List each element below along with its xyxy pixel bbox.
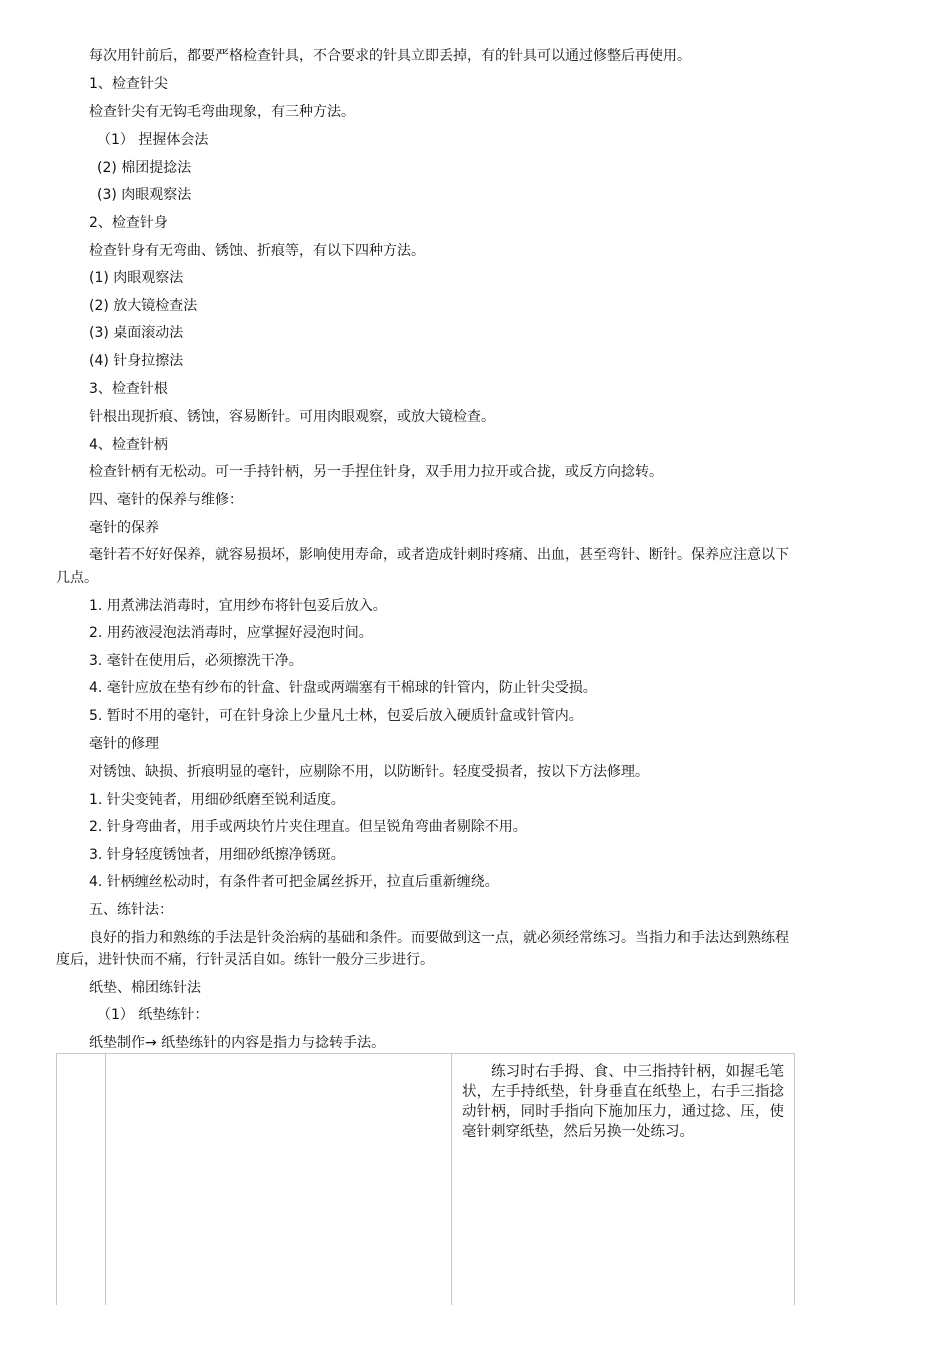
- section-heading: 3、检查针根: [89, 381, 168, 397]
- list-item: (1) 肉眼观察法: [89, 270, 184, 286]
- section-heading: 1、检查针尖: [89, 76, 168, 92]
- paragraph-continuation: 度后，进针快而不痛，行针灵活自如。练针一般分三步进行。: [56, 952, 434, 968]
- list-item: (3) 肉眼观察法: [97, 187, 192, 203]
- section-heading: 2、检查针身: [89, 215, 168, 231]
- list-item: （1） 捏握体会法: [97, 132, 209, 148]
- paragraph: 检查针尖有无钩毛弯曲现象，有三种方法。: [89, 104, 355, 120]
- section-heading: 4、检查针柄: [89, 437, 168, 453]
- table-column-divider: [105, 1054, 106, 1305]
- subsection-heading: 纸垫、棉团练针法: [89, 980, 201, 996]
- subsection-heading: 毫针的修理: [89, 736, 159, 752]
- subsection-heading: 毫针的保养: [89, 520, 159, 536]
- table-cell-text: 练习时右手拇、食、中三指持针柄，如握毛笔状，左手持纸垫，针身垂直在纸垫上，右手三指捻动针柄，同时手指向下施加压力，通过捻、压，使毫针刺穿纸垫，然后另换一处练习。: [462, 1064, 784, 1140]
- list-item: (2) 棉团提捻法: [97, 160, 192, 176]
- list-item: (2) 放大镜检查法: [89, 298, 198, 314]
- list-item: 1. 针尖变钝者，用细砂纸磨至锐利适度。: [89, 792, 345, 808]
- table-column-divider: [451, 1054, 452, 1305]
- paragraph: 良好的指力和熟练的手法是针灸治病的基础和条件。而要做到这一点，就必须经常练习。当指力和手法达到熟练程: [89, 930, 789, 946]
- list-item: 4. 针柄缠丝松动时，有条件者可把金属丝拆开，拉直后重新缠绕。: [89, 874, 499, 890]
- paragraph: 毫针若不好好保养，就容易损坏，影响使用寿命，或者造成针刺时疼痛、出血，甚至弯针、断针。保养应注意以下: [89, 547, 789, 563]
- list-item: 3. 针身轻度锈蚀者，用细砂纸擦净锈斑。: [89, 847, 345, 863]
- list-item: 4. 毫针应放在垫有纱布的针盒、针盘或两端塞有干棉球的针管内，防止针尖受损。: [89, 680, 597, 696]
- list-item: 5. 暂时不用的毫针，可在针身涂上少量凡士林，包妥后放入硬质针盒或针管内。: [89, 708, 583, 724]
- intro-paragraph: 每次用针前后，都要严格检查针具，不合要求的针具立即丢掉，有的针具可以通过修整后再使用。: [89, 48, 691, 64]
- paragraph-continuation: 几点。: [56, 570, 98, 586]
- paragraph: 检查针身有无弯曲、锈蚀、折痕等，有以下四种方法。: [89, 243, 425, 259]
- list-item: （1） 纸垫练针：: [97, 1007, 209, 1023]
- list-item: 1. 用煮沸法消毒时，宜用纱布将针包妥后放入。: [89, 598, 387, 614]
- list-item: 3. 毫针在使用后，必须擦洗干净。: [89, 653, 303, 669]
- list-item: (3) 桌面滚动法: [89, 325, 184, 341]
- list-item: 2. 针身弯曲者，用手或两块竹片夹住理直。但呈锐角弯曲者剔除不用。: [89, 819, 527, 835]
- chapter-heading: 五、练针法：: [89, 902, 173, 918]
- list-item: (4) 针身拉擦法: [89, 353, 184, 369]
- paragraph: 针根出现折痕、锈蚀，容易断针。可用肉眼观察，或放大镜检查。: [89, 409, 495, 425]
- list-item: 2. 用药液浸泡法消毒时，应掌握好浸泡时间。: [89, 625, 373, 641]
- paragraph: 对锈蚀、缺损、折痕明显的毫针，应剔除不用，以防断针。轻度受损者，按以下方法修理。: [89, 764, 649, 780]
- practice-table: [56, 1053, 795, 1305]
- paragraph: 纸垫制作→ 纸垫练针的内容是指力与捻转手法。: [89, 1035, 386, 1051]
- chapter-heading: 四、毫针的保养与维修：: [89, 492, 243, 508]
- paragraph: 检查针柄有无松动。可一手持针柄，另一手捏住针身，双手用力拉开或合拢，或反方向捻转。: [89, 464, 663, 480]
